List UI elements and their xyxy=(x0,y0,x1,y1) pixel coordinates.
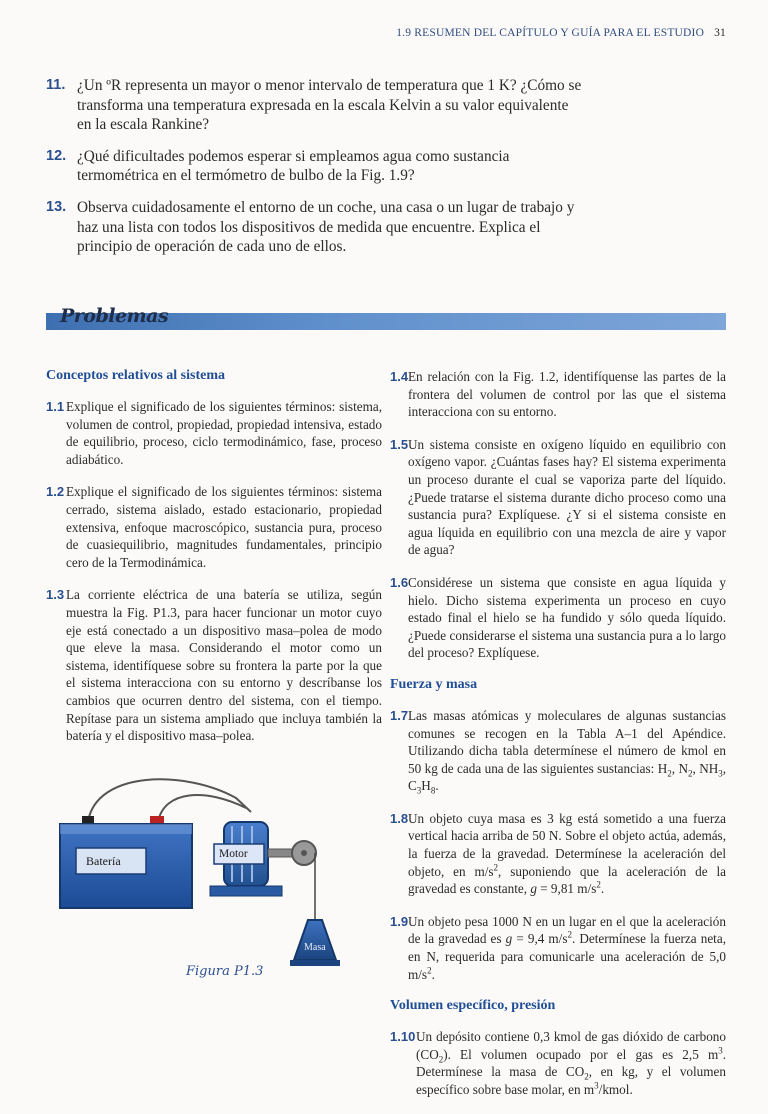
problem-text: Explique el significado de los siguientes términos: sistema, volumen de control, propiedad, propiedad intensiva, estado de equilibrio, proceso, ciclo termodinámico, fase, proceso adiabático. xyxy=(66,399,382,467)
problem-number: 1.5 xyxy=(390,436,409,452)
problem-text: Un sistema consiste en oxígeno líquido en equilibrio con oxígeno vapor. ¿Cuántas fases hay? El sistema experimenta un proceso durante el cual se vaporiza parte del líquido. ¿Puede tratarse el sistema durante dicho proceso como una sustancia pura? Explíquese. ¿Y si el sistema consiste en agua líquida en equilibrio con una mezcla de aire y vapor de agua? xyxy=(408,436,726,558)
problem-item xyxy=(390,707,726,795)
question-text: ¿Un ºR representa un mayor o menor intervalo de temperatura que 1 K? ¿Cómo se transforma una temperatura expresada en la escala Kelvin a su valor equivalente en la escala Rankine? xyxy=(77,77,582,134)
problem-item xyxy=(46,483,382,571)
page-number: 31 xyxy=(714,27,726,39)
problem-number: 1.3 xyxy=(46,587,65,603)
section-title: Conceptos relativos al sistema xyxy=(46,368,225,383)
motor-label: Motor xyxy=(219,847,248,860)
problem-item xyxy=(46,398,382,468)
question-number: 11. xyxy=(46,77,66,93)
problem-item xyxy=(390,913,726,983)
problem-number: 1.8 xyxy=(390,810,409,826)
wire xyxy=(158,795,246,822)
problem-text: Un objeto cuya masa es 3 kg está sometido a una fuerza vertical hacia arriba de 50 N. Sobre el objeto actúa, además, la fuerza de la gravedad. Determínese la aceleración del objeto, en $m/s^2$, suponiendo que la aceleración de la gravedad es constante, g = 9,81 $m/s^2$. xyxy=(408,810,726,897)
problem-text: Un depósito contiene 0,3 kmol de gas dióxido de carbono $(CO_2)$. El volumen ocupado por el gas es 2,5 $m^3$. Determínese la masa de $CO_2$, en kg, y el volumen específico sobre base molar, en $m^3$/kmol. xyxy=(416,1029,726,1097)
question-text: Observa cuidadosamente el entorno de un coche, una casa o un lugar de trabajo y haz una lista con todos los dispositivos de medida que encuentre. Explica el principio de operación de cada uno de ellos. xyxy=(77,198,575,256)
mass-label: Masa xyxy=(304,941,326,953)
problem-number: 1.6 xyxy=(390,574,409,590)
problem-text: En relación con la Fig. 1.2, identifíquense las partes de la frontera del volumen de control por las que el sistema interacciona con su entorno. xyxy=(408,369,726,420)
problem-number: 1.10 xyxy=(390,1029,416,1045)
problem-text: La corriente eléctrica de una batería se utiliza, según muestra la Fig. P1.3, para hacer funcionar un motor cuyo eje está conectado a un dispositivo masa–polea de modo que eleve la masa. Considerando el motor como un sistema, identifíquese sobre su frontera la parte por la que el sistema interacciona con su entorno y descríbanse los cambios que ocurren dentro del sistema, con el tiempo. Repítase para un sistema ampliado que incluya también la batería y el dispositivo masa–polea. xyxy=(66,587,382,744)
battery-label: Batería xyxy=(86,853,121,868)
running-header xyxy=(396,27,726,39)
problem-text: Explique el significado de los siguientes términos: sistema cerrado, sistema aislado, estado estacionario, propiedad extensiva, enfoque macroscópico, sustancia pura, proceso de cuasiequilibrio, magnitudes fundamentales, principio cero de la Termodinámica. xyxy=(66,484,382,570)
problem-number: 1.4 xyxy=(390,369,409,384)
problem-number: 1.9 xyxy=(390,913,409,929)
problem-number: 1.2 xyxy=(46,484,65,500)
problem-item xyxy=(390,368,726,421)
problem-text: Las masas atómicas y moleculares de algunas sustancias comunes se recogen en la Tabla A–1 del Apéndice. Utilizando dicha tabla determínese el número de kmol en 50 kg de cada una de las siguientes sustancias: $H_2$, $N_2$, $NH_3$, $C_3H_8$. xyxy=(408,707,727,796)
problem-item xyxy=(46,586,382,744)
question-item xyxy=(46,198,586,257)
problem-item xyxy=(390,436,726,559)
problem-item xyxy=(390,574,726,662)
question-item xyxy=(46,76,586,135)
problems-banner xyxy=(46,305,726,330)
mass-icon xyxy=(294,920,336,960)
review-questions xyxy=(46,76,586,269)
section-title: Fuerza y masa xyxy=(390,676,478,692)
problem-item xyxy=(390,810,726,898)
problem-number: 1.7 xyxy=(390,707,409,723)
header-section: 1.9 RESUMEN DEL CAPÍTULO Y GUÍA PARA EL ESTUDIO xyxy=(396,27,705,39)
left-column xyxy=(46,368,382,1000)
problem-number: 1.1 xyxy=(46,399,65,414)
question-number: 12. xyxy=(46,147,67,164)
problems-title: Problemas xyxy=(60,305,169,327)
problem-text: Un objeto pesa 1000 N en un lugar en el que la aceleración de la gravedad es g = 9,4 $m/s^2$. Determínese la fuerza neta, en N, requerida para comunicarle una aceleración de 5,0 $m/s^2$. xyxy=(408,913,726,982)
figure-p1-3 xyxy=(46,760,382,1000)
battery-motor-pulley-illustration xyxy=(46,760,382,980)
question-number: 13. xyxy=(46,198,67,215)
problem-item xyxy=(390,1028,726,1098)
question-item xyxy=(46,147,586,186)
right-column xyxy=(390,368,726,1114)
question-text: ¿Qué dificultades podemos esperar si empleamos agua como sustancia termométrica en el termómetro de bulbo de la Fig. 1.9? xyxy=(77,147,510,185)
figure-caption: Figura P1.3 xyxy=(186,963,264,979)
problem-text: Considérese un sistema que consiste en agua líquida y hielo. Dicho sistema experimenta un proceso en cuyo estado final el hielo se ha fundido y sólo queda líquido. ¿Puede considerarse el sistema una sustancia pura a lo largo del proceso? Explíquese. xyxy=(408,574,726,661)
section-title: Volumen específico, presión xyxy=(390,998,556,1014)
